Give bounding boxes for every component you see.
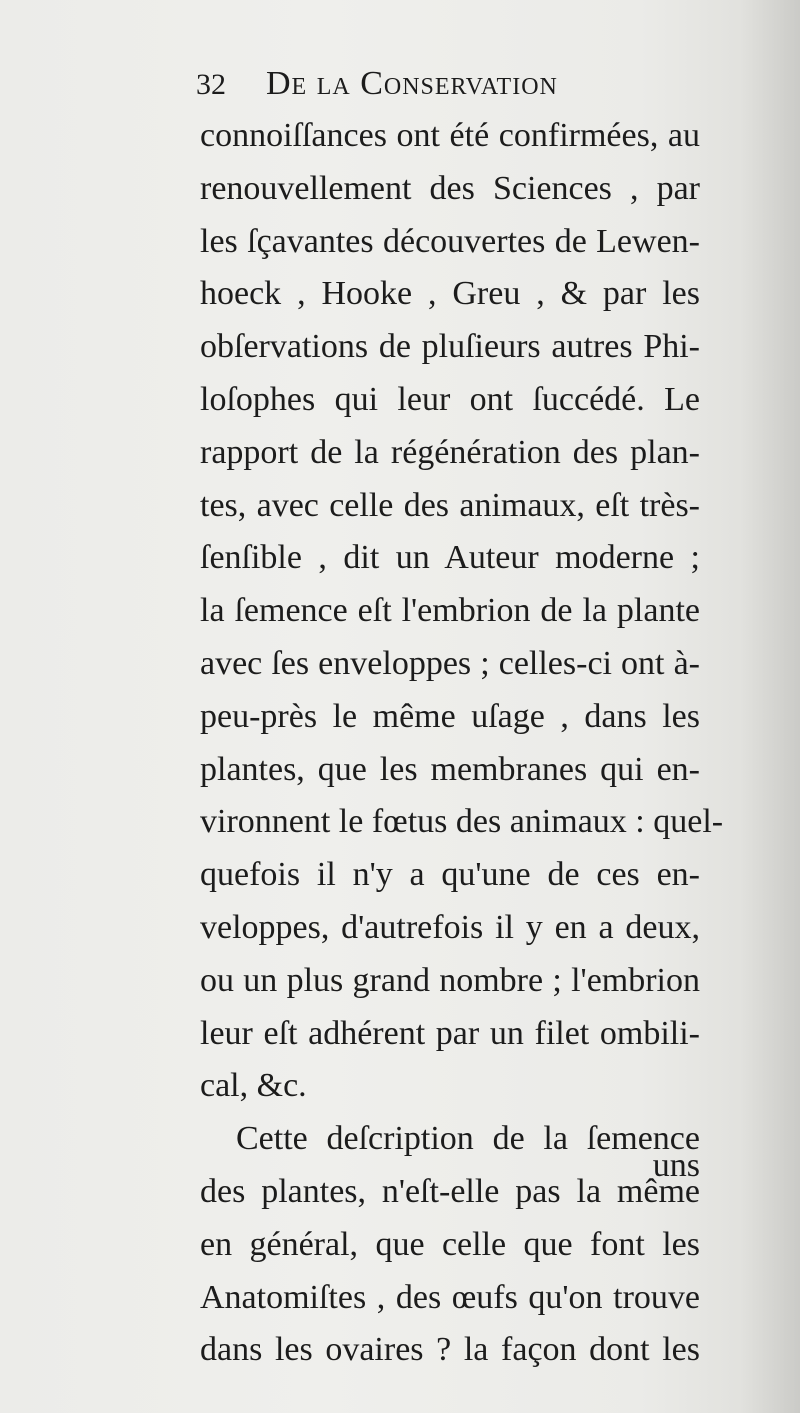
page-edge-shadow [740, 0, 800, 1413]
text-line: obſervations de pluſieurs autres Phi- [200, 328, 700, 366]
paragraph-end-line: cal, &c. [200, 1067, 307, 1105]
text-line: ou un plus grand nombre ; l'embrion [200, 961, 700, 999]
page-number: 32 [196, 68, 226, 101]
text-line: rapport de la régénération des plan- [200, 433, 700, 471]
running-head [196, 62, 616, 106]
text-line: ſenſible , dit un Auteur moderne ; [200, 539, 700, 577]
text-line: les ſçavantes découvertes de Lewen- [200, 222, 700, 260]
text-line: vironnent le fœtus des animaux : quel- [200, 803, 724, 841]
text-line: dans les ovaires ? la façon dont les [200, 1331, 700, 1369]
text-line: renouvellement des Sciences , par [200, 169, 700, 207]
running-title: De la Conservation [266, 65, 558, 102]
text-line: tes, avec celle des animaux, eſt très- [200, 486, 700, 524]
text-line: plantes, que les membranes qui en- [200, 750, 700, 788]
text-line: hoeck , Hooke , Greu , & par les [200, 275, 700, 313]
text-line: leur eſt adhérent par un filet ombili- [200, 1014, 700, 1052]
text-line: loſophes qui leur ont ſuccédé. Le [200, 380, 700, 418]
paragraph-start-line: Cette deſcription de la ſemence [236, 1120, 700, 1158]
text-line: avec ſes enveloppes ; celles-ci ont à- [200, 644, 700, 682]
text-line: veloppes, d'autrefois il y en a deux, [200, 908, 700, 946]
text-line: quefois il n'y a qu'une de ces en- [200, 856, 700, 894]
body-text [200, 110, 724, 1377]
catchword: uns [652, 1147, 700, 1184]
text-line: des plantes, n'eſt-elle pas la même [200, 1172, 700, 1210]
text-line: connoiſſances ont été confirmées, au [200, 117, 700, 154]
text-line: en général, que celle que font les [200, 1225, 700, 1263]
text-line: la ſemence eſt l'embrion de la plante [200, 592, 700, 630]
text-line: Anatomiſtes , des œufs qu'on trouve [200, 1278, 700, 1316]
text-line: peu-près le même uſage , dans les [200, 697, 700, 735]
